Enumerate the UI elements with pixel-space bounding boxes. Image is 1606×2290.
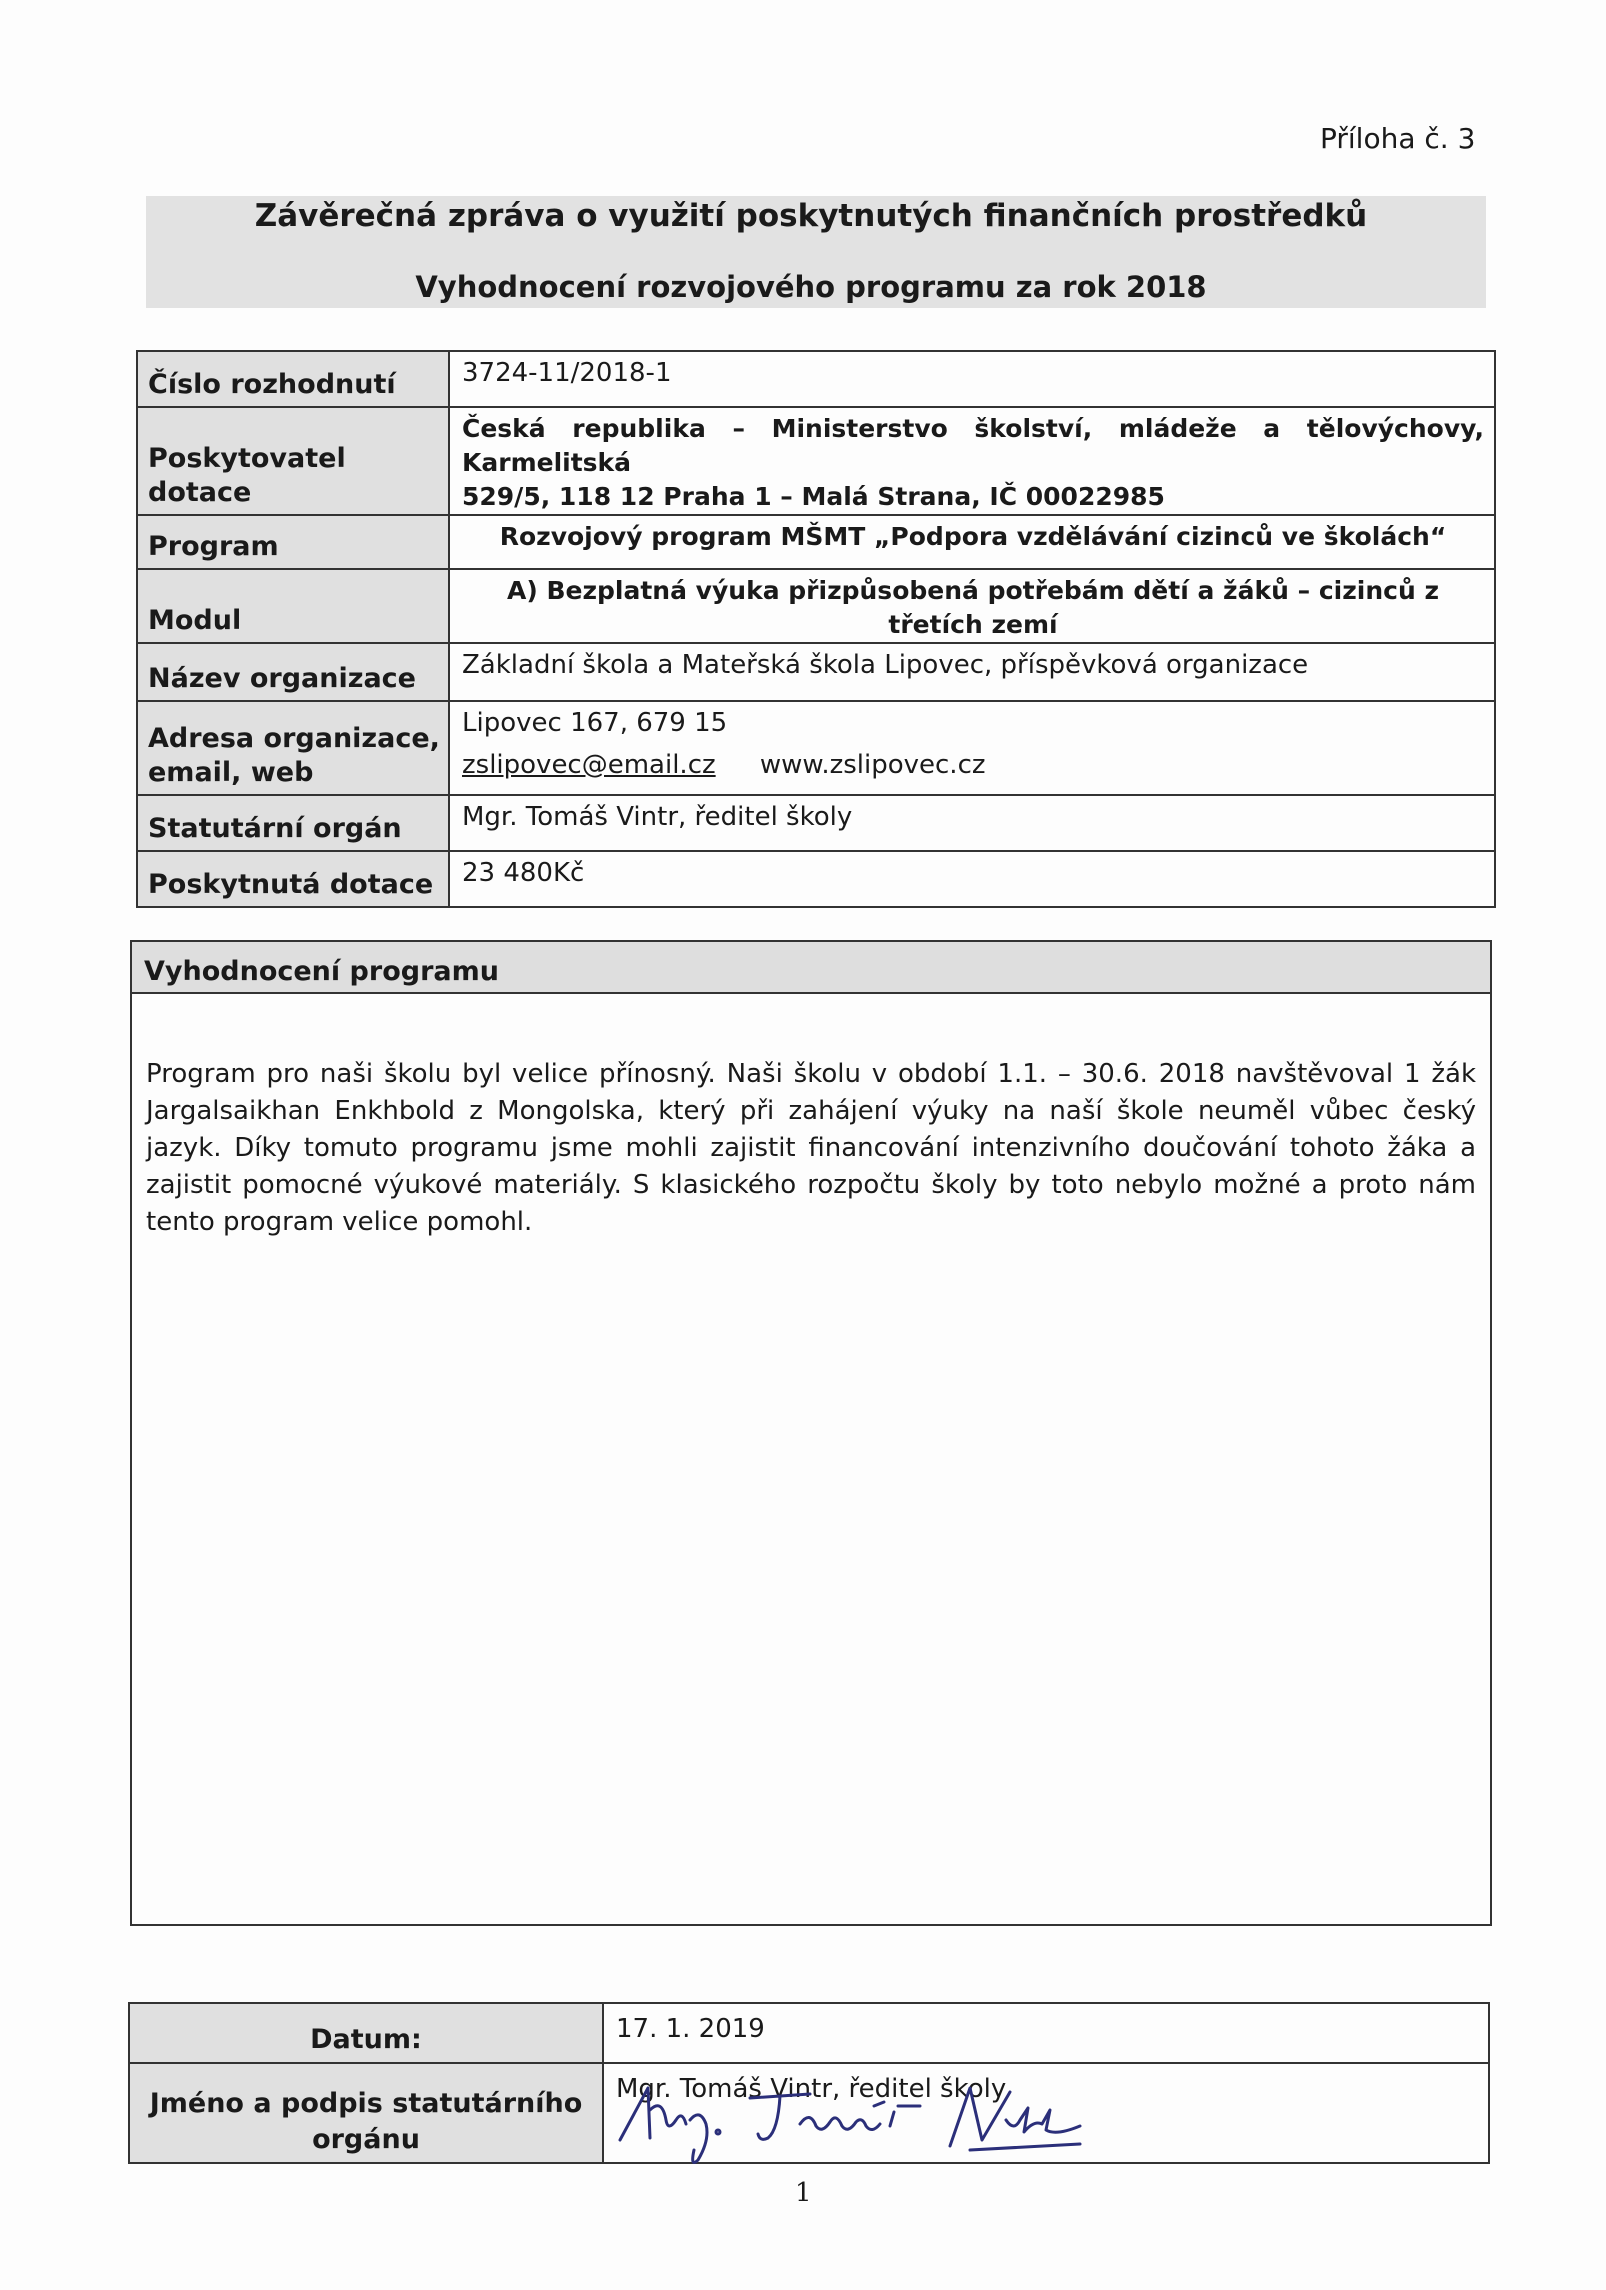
evaluation-heading: Vyhodnocení programu: [131, 941, 1491, 993]
module-value: A) Bezplatná výuka přizpůsobená potřebám dětí a žáků – cizinců z třetích zemí: [449, 569, 1495, 643]
address-label-line-2: email, web: [148, 757, 314, 788]
grant-value: 23 480Kč: [449, 851, 1495, 907]
report-title: Závěrečná zpráva o využití poskytnutých finančních prostředků: [254, 198, 1368, 234]
statutory-value: Mgr. Tomáš Vintr, ředitel školy: [449, 795, 1495, 851]
provider-value: [449, 407, 1495, 515]
info-table: [136, 350, 1496, 908]
decision-value: 3724-11/2018-1: [449, 351, 1495, 407]
handwritten-signature: [610, 2080, 1090, 2170]
date-label: Datum:: [129, 2003, 603, 2063]
module-label: Modul: [137, 569, 449, 643]
evaluation-text: Program pro naši školu byl velice přínosný. Naši školu v období 1.1. – 30.6. 2018 navštěvoval 1 žák Jargalsaikhan Enkhbold z Mongolska, který při zahájení výuky na naší škole neuměl vůbec český jazyk. Díky tomuto programu jsme mohli zajistit financování intenzivního doučování tohoto žáka a zajistit pomocné výukové materiály. S klasického rozpočtu školy by toto nebylo možné a proto nám tento program velice pomohl.: [131, 993, 1491, 1925]
grant-label: Poskytnutá dotace: [137, 851, 449, 907]
provider-line-1: Česká republika – Ministerstvo školství, mládeže a tělovýchovy, Karmelitská: [462, 414, 1484, 477]
address-value: [449, 701, 1495, 795]
provider-line-2: 529/5, 118 12 Praha 1 – Malá Strana, IČ 00022985: [462, 482, 1165, 511]
address-label: [137, 701, 449, 795]
address-label-line-1: Adresa organizace,: [148, 723, 440, 754]
report-subtitle: Vyhodnocení rozvojového programu za rok 2018: [415, 270, 1207, 304]
name-label: [129, 2063, 603, 2163]
program-value: Rozvojový program MŠMT „Podpora vzdělávání cizinců ve školách“: [449, 515, 1495, 569]
page-number: 1: [795, 2178, 812, 2208]
org-label: Název organizace: [137, 643, 449, 701]
name-label-line-1: Jméno a podpis statutárního: [149, 2088, 583, 2119]
statutory-label: Statutární orgán: [137, 795, 449, 851]
org-value: Základní škola a Mateřská škola Lipovec, příspěvková organizace: [449, 643, 1495, 701]
name-value: Mgr. Tomáš Vintr, ředitel školy: [603, 2063, 1489, 2163]
program-label: Program: [137, 515, 449, 569]
provider-label: Poskytovatel dotace: [137, 407, 449, 515]
address-line: Lipovec 167, 679 15: [462, 708, 728, 738]
date-value: 17. 1. 2019: [603, 2003, 1489, 2063]
annex-label: Příloha č. 3: [1320, 122, 1476, 155]
evaluation-table: [130, 940, 1492, 1926]
decision-label: Číslo rozhodnutí: [137, 351, 449, 407]
web-link[interactable]: www.zslipovec.cz: [759, 750, 986, 780]
name-label-line-2: orgánu: [312, 2124, 420, 2155]
email-link[interactable]: zslipovec@email.cz: [462, 750, 716, 780]
